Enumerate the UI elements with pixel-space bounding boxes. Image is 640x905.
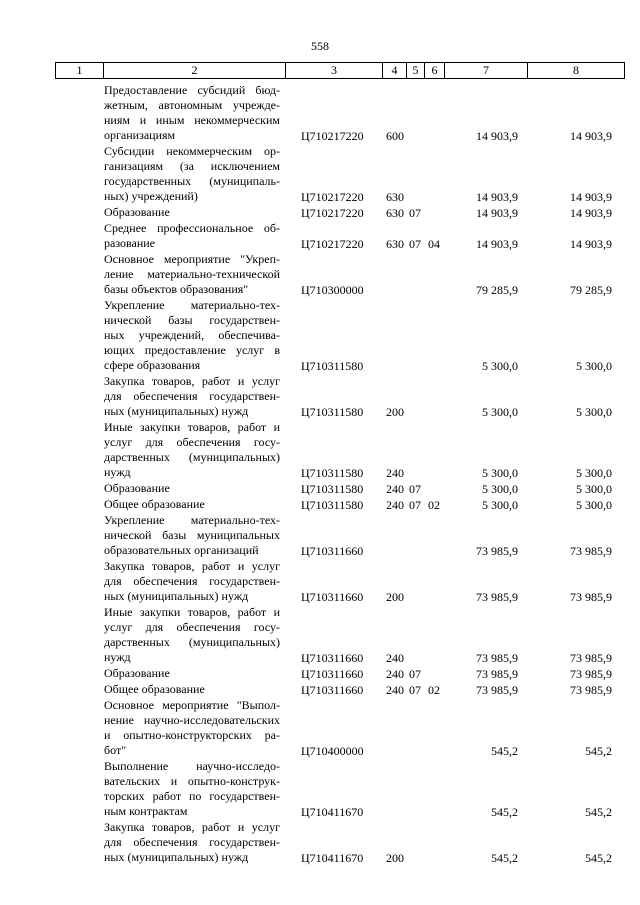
row-name bbox=[104, 298, 280, 373]
row-vr: 240 bbox=[386, 651, 404, 665]
table-row bbox=[0, 513, 640, 559]
row-name-line: ных (муниципальных) нужд bbox=[104, 404, 249, 418]
table-row bbox=[0, 144, 640, 205]
row-name-line: ление материально-технической bbox=[104, 267, 280, 281]
table-row bbox=[0, 252, 640, 298]
row-csr: Ц710217220 bbox=[301, 206, 364, 220]
row-name-line: ющих предоставление услуг в bbox=[104, 343, 280, 357]
row-name-line: Укрепление материально-тех- bbox=[104, 298, 280, 312]
row-name-line: базы объектов образования" bbox=[104, 282, 249, 296]
row-vr: 240 bbox=[386, 683, 404, 697]
header-col-7: 7 bbox=[445, 63, 528, 78]
row-amount-8: 73 985,9 bbox=[570, 667, 612, 681]
row-name bbox=[104, 759, 280, 819]
row-name-line: Выполнение научно-исследо- bbox=[104, 759, 280, 773]
table-row bbox=[0, 374, 640, 420]
row-name-line: сфере образования bbox=[104, 358, 201, 372]
row-vr: 630 bbox=[386, 190, 404, 204]
row-vr: 200 bbox=[386, 851, 404, 865]
table-row bbox=[0, 698, 640, 759]
row-name-line: Общее образование bbox=[104, 682, 205, 696]
row-name-line: Закупка товаров, работ и услуг bbox=[104, 374, 280, 388]
row-amount-8: 14 903,9 bbox=[570, 129, 612, 143]
row-name-line: Закупка товаров, работ и услуг bbox=[104, 559, 280, 573]
table-row bbox=[0, 420, 640, 481]
row-csr: Ц710217220 bbox=[301, 190, 364, 204]
row-csr: Ц710217220 bbox=[301, 237, 364, 251]
row-name-line: организациям bbox=[104, 128, 176, 142]
row-name-line: нической базы государствен- bbox=[104, 313, 280, 327]
row-name-line: нической базы муниципальных bbox=[104, 528, 280, 542]
row-name-line: нужд bbox=[104, 650, 131, 664]
row-name-line: Основное мероприятие "Укреп- bbox=[104, 252, 280, 266]
row-name-line: Основное мероприятие "Выпол- bbox=[104, 698, 280, 712]
row-name bbox=[104, 205, 280, 220]
row-amount-7: 73 985,9 bbox=[476, 667, 518, 681]
row-amount-8: 14 903,9 bbox=[570, 190, 612, 204]
row-amount-7: 14 903,9 bbox=[476, 237, 518, 251]
row-csr: Ц710311660 bbox=[301, 667, 364, 681]
row-name bbox=[104, 698, 280, 758]
row-amount-8: 14 903,9 bbox=[570, 237, 612, 251]
row-name-line: Укрепление материально-тех- bbox=[104, 513, 280, 527]
row-amount-8: 5 300,0 bbox=[576, 498, 612, 512]
header-col-1: 1 bbox=[56, 63, 104, 78]
row-csr: Ц710300000 bbox=[301, 283, 364, 297]
row-csr: Ц710311580 bbox=[301, 405, 364, 419]
row-name-line: нение научно-исследовательских bbox=[104, 713, 280, 727]
row-name bbox=[104, 252, 280, 297]
row-amount-7: 73 985,9 bbox=[476, 544, 518, 558]
row-name-line: ных учреждений, обеспечива- bbox=[104, 328, 280, 342]
header-col-6: 6 bbox=[425, 63, 445, 78]
header-col-8: 8 bbox=[573, 63, 579, 77]
table-row bbox=[0, 759, 640, 820]
row-csr: Ц710311660 bbox=[301, 544, 364, 558]
row-amount-8: 545,2 bbox=[585, 744, 612, 758]
row-pr: 02 bbox=[428, 683, 440, 697]
row-pr: 04 bbox=[428, 237, 440, 251]
row-amount-8: 73 985,9 bbox=[570, 544, 612, 558]
row-amount-7: 5 300,0 bbox=[482, 359, 518, 373]
row-name-line: Общее образование bbox=[104, 497, 205, 511]
row-amount-7: 545,2 bbox=[491, 744, 518, 758]
row-csr: Ц710217220 bbox=[301, 129, 364, 143]
row-vr: 240 bbox=[386, 667, 404, 681]
row-name-line: услуг для обеспечения госу- bbox=[104, 435, 280, 449]
row-vr: 200 bbox=[386, 405, 404, 419]
page-number: 558 bbox=[311, 39, 329, 53]
table-row bbox=[0, 605, 640, 666]
row-name bbox=[104, 605, 280, 665]
row-amount-8: 5 300,0 bbox=[576, 482, 612, 496]
row-amount-7: 73 985,9 bbox=[476, 683, 518, 697]
table-row bbox=[0, 820, 640, 866]
row-name-line: Предоставление субсидий бюд- bbox=[104, 83, 280, 97]
row-amount-7: 73 985,9 bbox=[476, 590, 518, 604]
table-row bbox=[0, 298, 640, 374]
row-amount-8: 73 985,9 bbox=[570, 590, 612, 604]
row-name-line: разование bbox=[104, 236, 155, 250]
table-row bbox=[0, 559, 640, 605]
table-row bbox=[0, 83, 640, 144]
row-csr: Ц710311660 bbox=[301, 683, 364, 697]
row-csr: Ц710311580 bbox=[301, 498, 364, 512]
row-amount-8: 545,2 bbox=[585, 805, 612, 819]
row-name bbox=[104, 481, 280, 496]
header-col-2: 2 bbox=[104, 63, 286, 78]
row-amount-7: 73 985,9 bbox=[476, 651, 518, 665]
row-name-line: Образование bbox=[104, 666, 170, 680]
row-name bbox=[104, 666, 280, 681]
row-name-line: ным контрактам bbox=[104, 804, 188, 818]
row-amount-7: 5 300,0 bbox=[482, 466, 518, 480]
row-name-line: вательских и опытно-конструк- bbox=[104, 774, 280, 788]
row-name bbox=[104, 83, 280, 143]
table-row bbox=[0, 682, 640, 698]
row-rz: 07 bbox=[409, 667, 421, 681]
row-csr: Ц710400000 bbox=[301, 744, 364, 758]
row-amount-8: 14 903,9 bbox=[570, 206, 612, 220]
row-name-line: торских работ по государствен- bbox=[104, 789, 280, 803]
row-name-line: для обеспечения государствен- bbox=[104, 574, 280, 588]
row-amount-7: 14 903,9 bbox=[476, 206, 518, 220]
row-name-line: Среднее профессиональное об- bbox=[104, 221, 280, 235]
row-pr: 02 bbox=[428, 498, 440, 512]
row-amount-7: 5 300,0 bbox=[482, 498, 518, 512]
row-amount-7: 14 903,9 bbox=[476, 129, 518, 143]
row-amount-7: 545,2 bbox=[491, 805, 518, 819]
row-vr: 240 bbox=[386, 498, 404, 512]
row-name-line: бот" bbox=[104, 743, 127, 757]
row-name-line: для обеспечения государствен- bbox=[104, 835, 280, 849]
row-name-line: государственных (муниципаль- bbox=[104, 174, 280, 188]
row-name-line: Образование bbox=[104, 481, 170, 495]
row-amount-8: 73 985,9 bbox=[570, 651, 612, 665]
row-name-line: Иные закупки товаров, работ и bbox=[104, 420, 280, 434]
header-col-5: 5 bbox=[407, 63, 425, 78]
row-name bbox=[104, 682, 280, 697]
row-name-line: Закупка товаров, работ и услуг bbox=[104, 820, 280, 834]
row-amount-8: 73 985,9 bbox=[570, 683, 612, 697]
row-rz: 07 bbox=[409, 206, 421, 220]
row-vr: 200 bbox=[386, 590, 404, 604]
row-name bbox=[104, 144, 280, 204]
row-name bbox=[104, 420, 280, 480]
row-amount-8: 5 300,0 bbox=[576, 359, 612, 373]
table-body bbox=[0, 83, 640, 866]
row-name bbox=[104, 374, 280, 419]
row-name-line: для обеспечения государствен- bbox=[104, 389, 280, 403]
row-vr: 600 bbox=[386, 129, 404, 143]
header-col-3: 3 bbox=[286, 63, 383, 78]
table-row bbox=[0, 481, 640, 497]
row-csr: Ц710311580 bbox=[301, 466, 364, 480]
row-name-line: и опытно-конструкторских ра- bbox=[104, 728, 280, 742]
table-row bbox=[0, 666, 640, 682]
row-amount-8: 5 300,0 bbox=[576, 405, 612, 419]
row-name-line: Иные закупки товаров, работ и bbox=[104, 605, 280, 619]
row-name-line: жетным, автономным учрежде- bbox=[104, 98, 280, 112]
row-name-line: дарственных (муниципальных) bbox=[104, 635, 280, 649]
row-vr: 240 bbox=[386, 466, 404, 480]
row-name-line: образовательных организаций bbox=[104, 543, 259, 557]
row-name-line: услуг для обеспечения госу- bbox=[104, 620, 280, 634]
row-name-line: ниям и иным некоммерческим bbox=[104, 113, 280, 127]
row-vr: 630 bbox=[386, 206, 404, 220]
row-csr: Ц710311580 bbox=[301, 482, 364, 496]
row-csr: Ц710311580 bbox=[301, 359, 364, 373]
row-rz: 07 bbox=[409, 482, 421, 496]
row-vr: 630 bbox=[386, 237, 404, 251]
row-amount-8: 79 285,9 bbox=[570, 283, 612, 297]
table-header bbox=[55, 62, 625, 79]
row-name-line: ганизациям (за исключением bbox=[104, 159, 280, 173]
row-name-line: нужд bbox=[104, 465, 131, 479]
row-name-line: ных (муниципальных) нужд bbox=[104, 850, 249, 864]
row-name bbox=[104, 559, 280, 604]
row-csr: Ц710311660 bbox=[301, 651, 364, 665]
row-rz: 07 bbox=[409, 498, 421, 512]
table-row bbox=[0, 221, 640, 252]
header-col-4: 4 bbox=[383, 63, 407, 78]
row-amount-8: 5 300,0 bbox=[576, 466, 612, 480]
row-csr: Ц710411670 bbox=[301, 851, 364, 865]
row-name-line: Образование bbox=[104, 205, 170, 219]
row-rz: 07 bbox=[409, 683, 421, 697]
row-csr: Ц710411670 bbox=[301, 805, 364, 819]
row-rz: 07 bbox=[409, 237, 421, 251]
row-name-line: ных (муниципальных) нужд bbox=[104, 589, 249, 603]
row-amount-7: 545,2 bbox=[491, 851, 518, 865]
row-name bbox=[104, 513, 280, 558]
row-name-line: Субсидии некоммерческим ор- bbox=[104, 144, 280, 158]
row-amount-8: 545,2 bbox=[585, 851, 612, 865]
row-amount-7: 79 285,9 bbox=[476, 283, 518, 297]
row-amount-7: 5 300,0 bbox=[482, 405, 518, 419]
table-row bbox=[0, 497, 640, 513]
row-name bbox=[104, 221, 280, 251]
row-vr: 240 bbox=[386, 482, 404, 496]
row-name-line: дарственных (муниципальных) bbox=[104, 450, 280, 464]
table-row bbox=[0, 205, 640, 221]
row-name bbox=[104, 820, 280, 865]
row-csr: Ц710311660 bbox=[301, 590, 364, 604]
row-amount-7: 5 300,0 bbox=[482, 482, 518, 496]
row-amount-7: 14 903,9 bbox=[476, 190, 518, 204]
row-name bbox=[104, 497, 280, 512]
row-name-line: ных) учреждений) bbox=[104, 189, 198, 203]
